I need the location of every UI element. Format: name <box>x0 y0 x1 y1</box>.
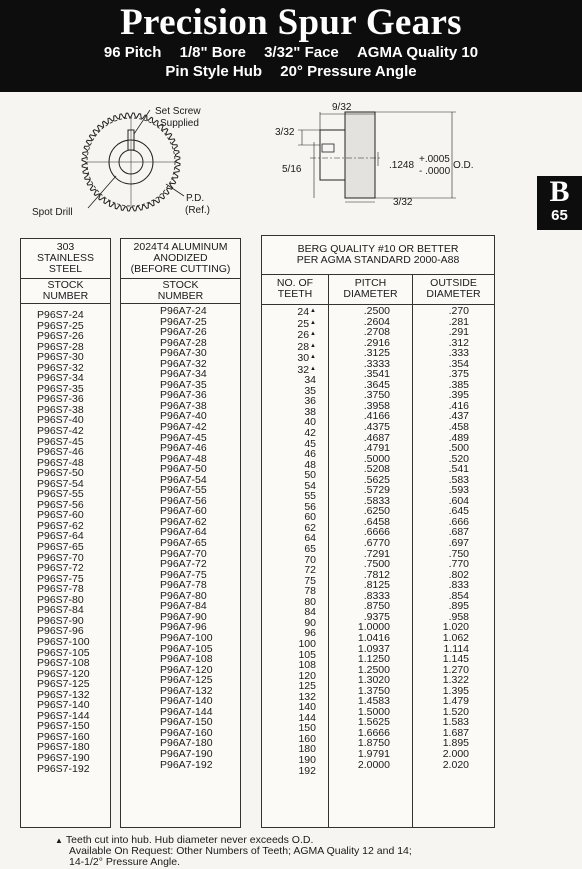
table-cell: P96A7-35 <box>160 378 207 391</box>
table-cell: .4791 <box>363 442 390 455</box>
table-cell: P96A7-54 <box>160 473 207 486</box>
page-title: Precision Spur Gears <box>120 2 462 43</box>
page-number: 65 <box>551 207 568 224</box>
table-cell: P96S7-38 <box>37 403 84 416</box>
table-cell: 1.020 <box>442 621 469 634</box>
table-cell: .6770 <box>363 537 390 550</box>
ref-label: (Ref.) <box>185 205 210 216</box>
table-cell: .3750 <box>363 389 390 402</box>
header-line: BERG QUALITY #10 OR BETTER <box>297 243 459 255</box>
table-cell: 60 <box>304 511 316 524</box>
table-cell: 1.3020 <box>357 674 390 687</box>
header-line: STEEL <box>48 263 83 275</box>
table-cell: 25▲ <box>297 317 316 330</box>
table-cell: .2916 <box>363 336 390 349</box>
table-cell: .833 <box>448 579 469 592</box>
table-cell: 42 <box>304 427 316 440</box>
triangle-marker-icon: ▲ <box>310 342 316 349</box>
table-cell: .8750 <box>363 600 390 613</box>
table-cell: 1.0000 <box>357 621 390 634</box>
header-line: ANODIZED <box>153 252 208 264</box>
table-cell: P96A7-50 <box>160 463 207 476</box>
steel-material-header <box>21 239 110 279</box>
table-cell: .7500 <box>363 558 390 571</box>
table-cell: .770 <box>448 558 469 571</box>
table-cell: P96S7-144 <box>37 709 90 722</box>
table-cell: .3645 <box>363 378 390 391</box>
table-cell: .520 <box>448 452 469 465</box>
table-cell: .583 <box>448 473 469 486</box>
table-cell: P96A7-28 <box>160 336 207 349</box>
table-cell: 105 <box>298 648 316 661</box>
table-cell: 1.583 <box>442 716 469 729</box>
table-cell: .270 <box>448 305 469 317</box>
table-cell: .895 <box>448 600 469 613</box>
table-cell: .697 <box>448 537 469 550</box>
bore-dimension-label: .1248 <box>389 160 415 171</box>
table-cell: P96S7-24 <box>37 309 84 321</box>
table-cell: P96S7-55 <box>37 488 84 501</box>
table-cell: .5729 <box>363 484 390 497</box>
table-cell: .541 <box>448 463 469 476</box>
header-line: 303 <box>56 241 75 253</box>
table-cell: 1.322 <box>442 674 469 687</box>
table-cell: P96A7-80 <box>160 589 207 602</box>
table-cell: .2604 <box>363 315 390 328</box>
table-cell: 80 <box>304 595 316 608</box>
table-cell: P96S7-75 <box>37 572 84 585</box>
table-cell: P96S7-45 <box>37 435 84 448</box>
table-cell: P96A7-140 <box>160 695 213 708</box>
table-cell: 1.3750 <box>357 684 390 697</box>
header-line: (BEFORE CUTTING) <box>130 263 231 275</box>
table-cell: .958 <box>448 610 469 623</box>
table-cell: .8125 <box>363 579 390 592</box>
table-cell: 1.687 <box>442 726 469 739</box>
table-cell: 108 <box>298 659 316 672</box>
table-cell: .687 <box>448 526 469 539</box>
table-cell: P96A7-65 <box>160 537 207 550</box>
table-cell: .312 <box>448 336 469 349</box>
table-cell: .437 <box>448 410 469 423</box>
table-cell: P96S7-28 <box>37 340 84 353</box>
table-cell: P96A7-105 <box>160 642 213 655</box>
table-cell: P96S7-192 <box>37 762 90 775</box>
table-cell: 64 <box>304 532 316 545</box>
table-cell: P96S7-150 <box>37 720 90 733</box>
table-cell: P96A7-78 <box>160 579 207 592</box>
dim-bottom-label: 3/32 <box>393 197 413 208</box>
table-cell: P96S7-80 <box>37 593 84 606</box>
table-cell: P96A7-38 <box>160 399 207 412</box>
section-tab <box>537 176 582 230</box>
pitch-diameter-column <box>340 306 390 770</box>
table-cell: 28▲ <box>297 340 316 353</box>
table-cell: .416 <box>448 399 469 412</box>
table-cell: P96S7-64 <box>37 530 84 543</box>
table-cell: .2708 <box>363 326 390 339</box>
table-cell: .395 <box>448 389 469 402</box>
table-cell: 96 <box>304 627 316 640</box>
face-spec: 3/32" Face <box>264 44 339 61</box>
table-cell: 1.479 <box>442 695 469 708</box>
table-cell: 1.4583 <box>357 695 390 708</box>
table-cell: P96S7-42 <box>37 425 84 438</box>
table-cell: 1.270 <box>442 663 469 676</box>
table-cell: 1.062 <box>442 631 469 644</box>
table-cell: P96A7-125 <box>160 674 213 687</box>
table-cell: P96A7-70 <box>160 547 207 560</box>
table-cell: 62 <box>304 521 316 534</box>
table-cell: P96A7-108 <box>160 653 213 666</box>
table-cell: 65 <box>304 543 316 556</box>
steel-stock-number-header <box>21 279 110 304</box>
table-cell: P96S7-35 <box>37 382 84 395</box>
table-cell: P96S7-78 <box>37 583 84 596</box>
table-cell: 1.395 <box>442 684 469 697</box>
steel-stock-number-column <box>37 310 90 774</box>
table-cell: .291 <box>448 326 469 339</box>
pitch-diameter-column-header <box>329 278 412 300</box>
table-cell: 1.6666 <box>357 726 390 739</box>
quality-standard-header <box>262 236 494 275</box>
table-cell: 132 <box>298 690 316 703</box>
table-cell: .750 <box>448 547 469 560</box>
table-cell: .3958 <box>363 399 390 412</box>
spec-line-1 <box>0 43 582 62</box>
table-cell: .6250 <box>363 505 390 518</box>
table-cell: P96A7-25 <box>160 315 207 328</box>
table-cell: 2.020 <box>442 758 469 771</box>
table-cell: 90 <box>304 616 316 629</box>
header-line: DIAMETER <box>426 288 481 300</box>
table-cell: P96A7-180 <box>160 737 213 750</box>
table-cell: P96S7-72 <box>37 562 84 575</box>
table-cell: P96S7-34 <box>37 372 84 385</box>
table-cell: P96A7-192 <box>160 758 213 771</box>
table-cell: 1.9791 <box>357 747 390 760</box>
table-cell: .375 <box>448 368 469 381</box>
header-line: NO. OF <box>276 277 314 289</box>
hub-spec: Pin Style Hub <box>165 63 263 80</box>
table-cell: .4375 <box>363 421 390 434</box>
table-cell: 160 <box>298 732 316 745</box>
outside-diameter-column-header <box>413 278 494 300</box>
table-cell: 24▲ <box>297 306 316 318</box>
pitch-spec: 96 Pitch <box>103 44 162 61</box>
header-line: PER AGMA STANDARD 2000-A88 <box>296 254 460 266</box>
table-cell: 180 <box>298 743 316 756</box>
table-cell: 1.114 <box>443 642 469 655</box>
tolerance-plus-label: +.0005 <box>419 154 450 165</box>
table-cell: 2.0000 <box>357 758 390 771</box>
table-cell: P96A7-190 <box>160 747 213 760</box>
table-cell: 48 <box>304 458 316 471</box>
supplied-label: Supplied <box>160 118 199 129</box>
dim-top-label: 9/32 <box>332 102 352 113</box>
od-label: O.D. <box>453 160 474 171</box>
table-cell: .354 <box>448 357 469 370</box>
table-cell: 56 <box>304 500 316 513</box>
table-cell: 140 <box>298 701 316 714</box>
table-cell: P96A7-26 <box>160 326 207 339</box>
header-line: PITCH <box>354 277 387 289</box>
table-cell: 36 <box>304 395 316 408</box>
table-cell: 54 <box>304 479 316 492</box>
table-cell: .500 <box>448 442 469 455</box>
table-cell: .5000 <box>363 452 390 465</box>
bore-spec: 1/8" Bore <box>179 44 246 61</box>
pressure-angle-spec: 20° Pressure Angle <box>280 63 417 80</box>
table-cell: .7812 <box>363 568 390 581</box>
table-cell: 100 <box>298 637 316 650</box>
table-cell: P96S7-108 <box>37 657 90 670</box>
table-cell: .9375 <box>363 610 390 623</box>
table-cell: .645 <box>448 505 469 518</box>
table-cell: P96S7-62 <box>37 519 84 532</box>
teeth-column-header <box>262 278 328 300</box>
table-cell: 1.1250 <box>357 653 390 666</box>
section-letter: B <box>549 175 570 208</box>
table-cell: .5625 <box>363 473 390 486</box>
spot-drill-label: Spot Drill <box>32 207 73 218</box>
table-cell: P96S7-50 <box>37 467 84 480</box>
table-cell: 50 <box>304 469 316 482</box>
table-cell: 192 <box>298 764 316 777</box>
table-cell: P96A7-62 <box>160 515 207 528</box>
table-cell: P96A7-64 <box>160 526 207 539</box>
column-divider <box>328 305 329 827</box>
table-cell: P96A7-30 <box>160 347 207 360</box>
table-cell: P96A7-32 <box>160 357 207 370</box>
aluminum-stock-number-header <box>121 279 240 304</box>
table-cell: 2.000 <box>442 747 469 760</box>
table-cell: P96A7-36 <box>160 389 207 402</box>
table-cell: 26▲ <box>297 329 316 342</box>
table-cell: 1.8750 <box>357 737 390 750</box>
table-cell: P96S7-32 <box>37 361 84 374</box>
header-line: STOCK <box>47 279 84 291</box>
triangle-marker-icon: ▲ <box>55 836 63 845</box>
header-line: TEETH <box>277 288 313 300</box>
table-cell: .3333 <box>363 357 390 370</box>
table-cell: .854 <box>448 589 469 602</box>
triangle-marker-icon: ▲ <box>310 308 316 314</box>
table-cell: P96A7-56 <box>160 494 207 507</box>
header-line: STAINLESS <box>37 252 94 264</box>
table-cell: .2500 <box>363 305 390 317</box>
table-cell: 46 <box>304 448 316 461</box>
table-cell: .4166 <box>363 410 390 423</box>
table-cell: 84 <box>304 606 316 619</box>
table-cell: 34 <box>304 374 316 387</box>
table-cell: P96S7-125 <box>37 678 90 691</box>
table-cell: 70 <box>304 553 316 566</box>
table-cell: P96S7-120 <box>37 667 90 680</box>
table-cell: 55 <box>304 490 316 503</box>
triangle-marker-icon: ▲ <box>310 331 316 338</box>
table-cell: P96A7-90 <box>160 610 207 623</box>
table-cell: 120 <box>298 669 316 682</box>
table-cell: .802 <box>448 568 469 581</box>
table-cell: P96A7-132 <box>160 684 213 697</box>
set-screw-label: Set Screw <box>155 106 201 117</box>
table-cell: P96A7-42 <box>160 421 207 434</box>
table-cell: P96A7-40 <box>160 410 207 423</box>
table-cell: P96S7-190 <box>37 751 90 764</box>
table-cell: P96A7-60 <box>160 505 207 518</box>
table-cell: 1.5000 <box>357 705 390 718</box>
table-cell: .5208 <box>363 463 390 476</box>
table-cell: P96S7-160 <box>37 730 90 743</box>
table-cell: 1.520 <box>442 705 469 718</box>
table-cell: P96S7-65 <box>37 541 84 554</box>
table-cell: P96S7-36 <box>37 393 84 406</box>
table-cell: 1.145 <box>442 653 469 666</box>
table-cell: .8333 <box>363 589 390 602</box>
table-cell: P96A7-72 <box>160 558 207 571</box>
aluminum-stock-number-column <box>160 306 213 770</box>
outside-diameter-column <box>425 306 469 770</box>
dim-left-top-label: 3/32 <box>275 127 295 138</box>
footnote <box>55 835 412 868</box>
table-cell: 75 <box>304 574 316 587</box>
table-cell: P96A7-75 <box>160 568 207 581</box>
table-cell: .593 <box>448 484 469 497</box>
table-cell: P96A7-160 <box>160 726 213 739</box>
triangle-marker-icon: ▲ <box>310 319 316 326</box>
quality-spec: AGMA Quality 10 <box>356 44 479 61</box>
footnote-line-3: 14-1/2° Pressure Angle. <box>69 856 181 868</box>
table-cell: P96S7-25 <box>37 319 84 332</box>
aluminum-material-header <box>121 239 240 279</box>
table-cell: 1.895 <box>442 737 469 750</box>
triangle-marker-icon: ▲ <box>310 365 316 372</box>
header-line: 2024T4 ALUMINUM <box>133 241 228 253</box>
spec-line-2 <box>0 62 582 81</box>
table-cell: 150 <box>298 722 316 735</box>
table-cell: P96S7-26 <box>37 330 84 343</box>
table-cell: P96A7-100 <box>160 631 213 644</box>
table-cell: P96A7-55 <box>160 484 207 497</box>
table-cell: P96S7-54 <box>37 477 84 490</box>
table-cell: 38 <box>304 405 316 418</box>
table-cell: .6666 <box>363 526 390 539</box>
table-cell: 35 <box>304 384 316 397</box>
footnote-line-2: Available On Request: Other Numbers of Teeth; AGMA Quality 12 and 14; <box>69 845 412 857</box>
table-cell: .458 <box>448 421 469 434</box>
table-cell: .604 <box>448 494 469 507</box>
table-cell: 30▲ <box>297 352 316 365</box>
table-cell: P96S7-40 <box>37 414 84 427</box>
table-cell: 32▲ <box>297 363 316 376</box>
table-cell: 1.0937 <box>357 642 390 655</box>
table-cell: P96A7-46 <box>160 442 207 455</box>
table-cell: .7291 <box>363 547 390 560</box>
table-cell: P96S7-60 <box>37 509 84 522</box>
pd-label: P.D. <box>186 193 205 204</box>
table-cell: P96S7-105 <box>37 646 90 659</box>
table-cell: .3125 <box>363 347 390 360</box>
table-cell: 40 <box>304 416 316 429</box>
table-cell: .3541 <box>363 368 390 381</box>
table-cell: 45 <box>304 437 316 450</box>
table-cell: .385 <box>448 378 469 391</box>
table-cell: P96A7-45 <box>160 431 207 444</box>
table-cell: 1.0416 <box>357 631 390 644</box>
table-cell: P96A7-96 <box>160 621 207 634</box>
triangle-marker-icon: ▲ <box>310 354 316 361</box>
table-cell: P96S7-46 <box>37 446 84 459</box>
header-line: NUMBER <box>157 290 204 302</box>
footnote-text: Teeth cut into hub. Hub diameter never exceeds O.D. <box>65 834 314 846</box>
table-cell: P96S7-132 <box>37 688 90 701</box>
column-divider <box>412 305 413 827</box>
tolerance-minus-label: - .0000 <box>419 166 451 177</box>
table-cell: 1.5625 <box>357 716 390 729</box>
header-line: OUTSIDE <box>430 277 477 289</box>
table-cell: P96S7-140 <box>37 699 90 712</box>
table-cell: .5833 <box>363 494 390 507</box>
table-cell: P96S7-96 <box>37 625 84 638</box>
table-cell: .666 <box>448 515 469 528</box>
header-line: NUMBER <box>42 290 89 302</box>
table-cell: P96S7-84 <box>37 604 84 617</box>
table-cell: P96S7-70 <box>37 551 84 564</box>
table-cell: .489 <box>448 431 469 444</box>
header-line: DIAMETER <box>343 288 398 300</box>
table-cell: 144 <box>298 711 316 724</box>
table-cell: P96A7-144 <box>160 705 213 718</box>
table-cell: P96A7-120 <box>160 663 213 676</box>
page-header <box>0 0 582 92</box>
table-cell: .281 <box>448 315 469 328</box>
table-cell: P96S7-100 <box>37 635 90 648</box>
table-cell: P96S7-48 <box>37 456 84 469</box>
teeth-column <box>282 306 316 776</box>
table-cell: .333 <box>448 347 469 360</box>
table-cell: 1.2500 <box>357 663 390 676</box>
table-cell: P96S7-56 <box>37 498 84 511</box>
table-cell: 72 <box>304 564 316 577</box>
table-cell: P96S7-90 <box>37 614 84 627</box>
table-cell: 78 <box>304 585 316 598</box>
header-line: STOCK <box>162 279 199 291</box>
table-cell: P96A7-84 <box>160 600 207 613</box>
table-cell: 190 <box>298 753 316 766</box>
table-cell: .6458 <box>363 515 390 528</box>
table-cell: P96A7-48 <box>160 452 207 465</box>
table-cell: P96A7-34 <box>160 368 207 381</box>
table-cell: .4687 <box>363 431 390 444</box>
dim-left-mid-label: 5/16 <box>282 164 302 175</box>
table-cell: 125 <box>298 680 316 693</box>
table-cell: P96S7-30 <box>37 351 84 364</box>
spec-column-headers <box>262 275 494 305</box>
table-cell: P96S7-180 <box>37 741 90 754</box>
table-cell: P96A7-150 <box>160 716 213 729</box>
table-cell: P96A7-24 <box>160 305 207 317</box>
